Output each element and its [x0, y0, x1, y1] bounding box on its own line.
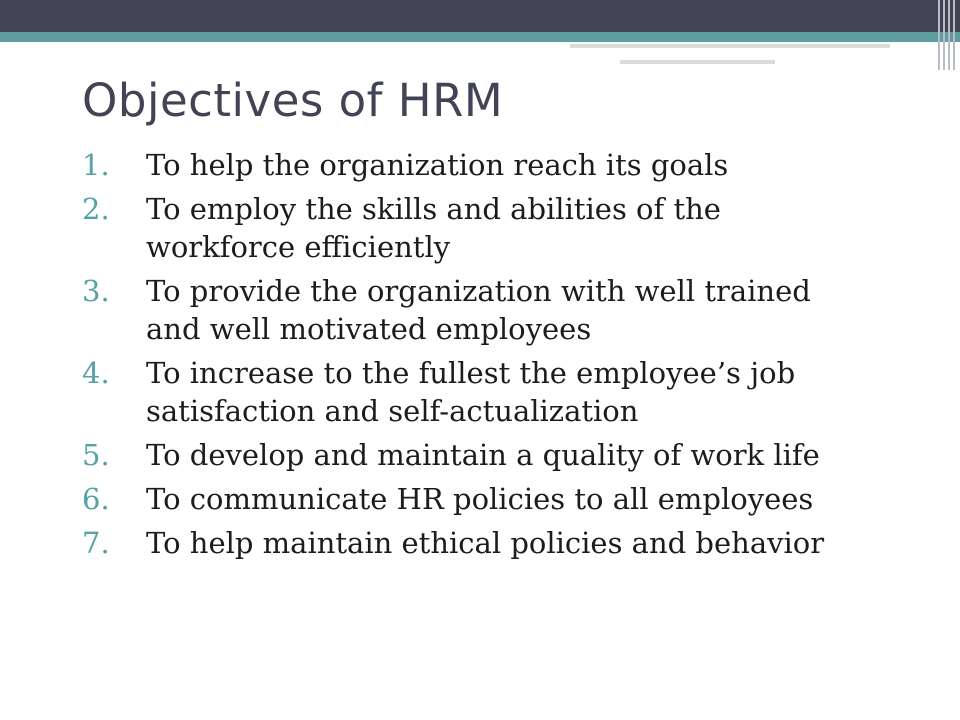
item-text: To communicate HR policies to all employees: [146, 482, 814, 516]
item-number: 1.: [82, 148, 110, 182]
list-item: [82, 272, 942, 348]
decorative-line: [570, 44, 890, 48]
list-item: [82, 524, 942, 562]
corner-decoration: [930, 0, 960, 70]
list-item: [82, 480, 942, 518]
decorative-line-short: [620, 60, 775, 64]
list-item: [82, 146, 942, 184]
item-text: To help the organization reach its goals: [146, 148, 729, 182]
item-number: 2.: [82, 192, 110, 226]
accent-bar: [0, 32, 960, 42]
item-number: 5.: [82, 438, 110, 472]
item-number: 4.: [82, 356, 110, 390]
list-item: [82, 190, 942, 266]
header-bar: [0, 0, 960, 32]
item-number: 3.: [82, 274, 110, 308]
item-text: To provide the organization with well trained and well motivated employees: [146, 274, 811, 346]
item-text: To employ the skills and abilities of the workforce efficiently: [146, 192, 721, 264]
slide-title: Objectives of HRM: [82, 74, 504, 127]
list-item: [82, 436, 942, 474]
item-number: 6.: [82, 482, 110, 516]
item-text: To increase to the fullest the employee’s job satisfaction and self-actualization: [146, 356, 796, 428]
list-item: [82, 354, 942, 430]
item-text: To help maintain ethical policies and behavior: [146, 526, 825, 560]
item-number: 7.: [82, 526, 110, 560]
objectives-list: [82, 146, 942, 568]
item-text: To develop and maintain a quality of work life: [146, 438, 820, 472]
